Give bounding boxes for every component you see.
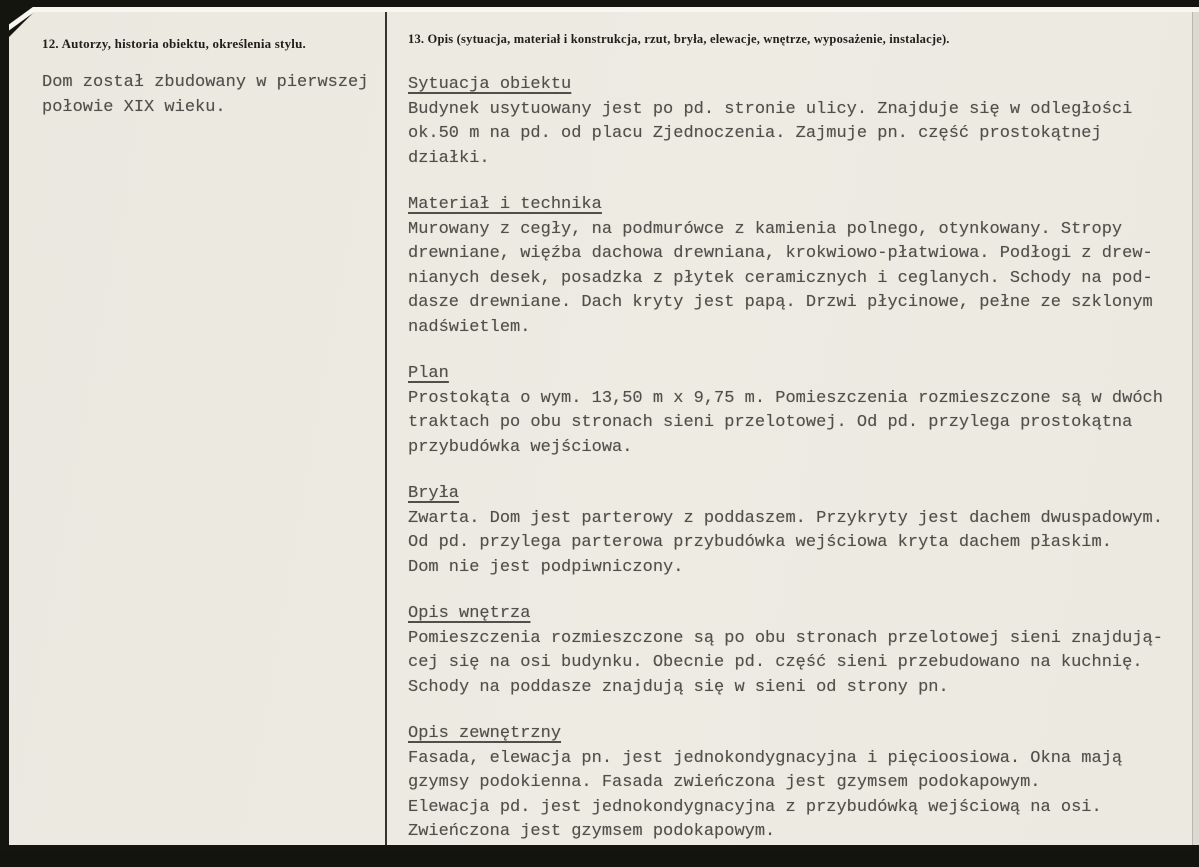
section-sytuacja-obiektu — [408, 73, 1183, 171]
description-sections — [408, 73, 1183, 845]
typed-line: Budynek usytuowany jest po pd. stronie ulicy. Znajduje się w odległości — [408, 99, 1133, 119]
section-title: Plan — [408, 364, 449, 383]
typed-line: dasze drewniane. Dach kryty jest papą. Drzwi płycinowe, pełne ze szklonym — [408, 293, 1153, 312]
typed-line: Murowany z cegły, na podmurówce z kamienia polnego, otynkowany. Stropy — [408, 219, 1123, 239]
section-plan — [408, 362, 1183, 460]
scan-edge-left — [0, 0, 9, 850]
section-opis-zewnetrzny — [408, 722, 1183, 845]
typed-line: Pomieszczenia rozmieszczone są po obu stronach przelotowej sieni znajdują- — [408, 628, 1163, 648]
scan-edge-bottom — [0, 845, 1199, 850]
typed-line: Zwieńczona jest gzymsem podokapowym. — [408, 822, 776, 841]
typed-line: traktach po obu stronach sieni przelotowej. Od pd. przylega prostokątna — [408, 413, 1133, 432]
scan-edge-top — [0, 0, 1199, 7]
typed-line: Zwarta. Dom jest parterowy z poddaszem. Przykryty jest dachem dwuspadowym. — [408, 508, 1163, 528]
typed-line: drewniane, więźba dachowa drewniana, krokwiowo-płatwiowa. Podłogi z drew- — [408, 244, 1153, 263]
field-12-authors-history — [42, 36, 380, 120]
typed-line: Elewacja pd. jest jednokondygnacyjna z przybudówką wejściową na osi. — [408, 797, 1102, 817]
section-title: Materiał i technika — [408, 195, 602, 214]
section-title: Bryła — [408, 484, 460, 503]
column-divider-line — [385, 10, 387, 846]
typed-line: Prostokąta o wym. 13,50 m x 9,75 m. Pomieszczenia rozmieszczone są w dwóch — [408, 388, 1163, 408]
section-bryla — [408, 482, 1183, 580]
typed-line: przybudówka wejściowa. — [408, 437, 633, 457]
typed-line: Dom nie jest podpiwniczony. — [408, 557, 684, 577]
paper-edge-right — [1192, 0, 1199, 850]
field-13-description — [408, 32, 1183, 867]
field-13-label: 13. Opis (sytuacja, materiał i konstrukcja, rzut, bryła, elewacje, wnętrze, wyposażenie, instalacje). — [408, 32, 950, 46]
field-12-label: 12. Autorzy, historia obiektu, określenia stylu. — [42, 36, 306, 51]
typed-line: gzymsy podokienna. Fasada zwieńczona jest gzymsem podokapowym. — [408, 773, 1041, 792]
typed-line: Schody na poddasze znajdują się w sieni od strony pn. — [408, 677, 949, 697]
paper-edge-highlight-top — [0, 7, 1199, 12]
typed-line: ok.50 m na pd. od placu Zjednoczenia. Zajmuje pn. część prostokątnej — [408, 124, 1102, 143]
typed-line: nianych desek, posadzka z płytek ceramicznych i ceglanych. Schody na pod- — [408, 268, 1153, 288]
typed-line: połowie XIX wieku. — [42, 97, 226, 117]
section-opis-wnetrza — [408, 602, 1183, 700]
typed-line: Od pd. przylega parterowa przybudówka wejściowa kryta dachem płaskim. — [408, 533, 1112, 552]
typed-line: Dom został zbudowany w pierwszej — [42, 73, 369, 92]
section-material-i-technika — [408, 193, 1183, 340]
field-12-typed-text — [42, 71, 380, 120]
typed-line: Fasada, elewacja pn. jest jednokondygnacyjna i pięcioosiowa. Okna mają — [408, 748, 1123, 768]
section-title: Opis wnętrza — [408, 604, 531, 623]
section-title: Opis zewnętrzny — [408, 724, 562, 743]
section-title: Sytuacja obiektu — [408, 75, 572, 94]
typed-line: działki. — [408, 148, 490, 168]
typed-line: cej się na osi budynku. Obecnie pd. część sieni przebudowano na kuchnię. — [408, 653, 1143, 672]
typed-line: nadświetlem. — [408, 317, 531, 337]
